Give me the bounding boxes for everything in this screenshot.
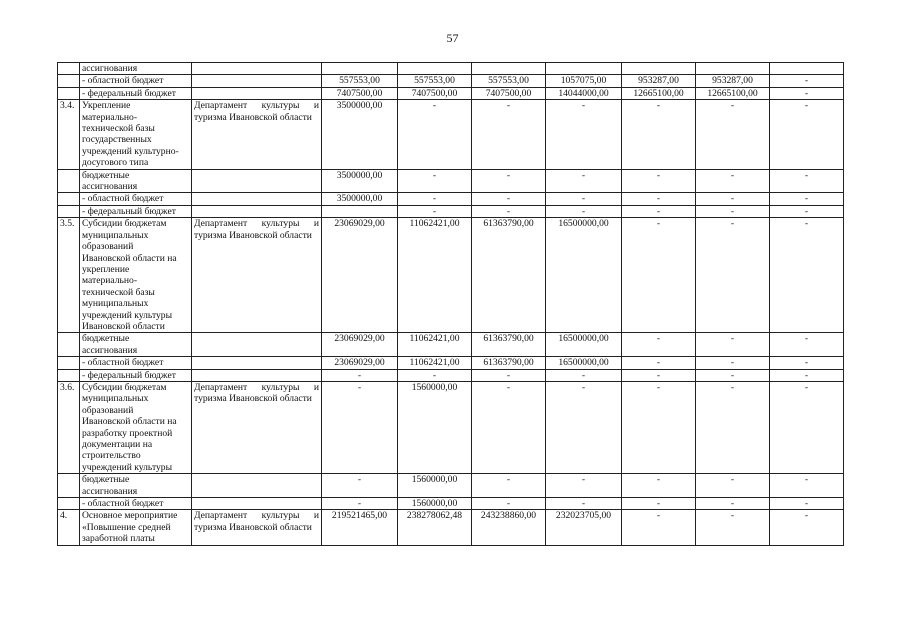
- amount-cell: -: [622, 381, 696, 473]
- table-row: [58, 75, 844, 87]
- table-row: [58, 218, 844, 333]
- amount-cell: 3500000,00: [322, 100, 398, 169]
- amount-cell: 219521465,00: [322, 510, 398, 545]
- amount-cell: 61363790,00: [472, 357, 546, 369]
- amount-cell: -: [770, 381, 844, 473]
- amount-cell: -: [472, 369, 546, 381]
- amount-cell: -: [546, 100, 622, 169]
- amount-cell: -: [472, 381, 546, 473]
- amount-cell: 23069029,00: [322, 333, 398, 357]
- row-executor-cell: Департамент культуры и туризма Ивановской области: [192, 381, 322, 473]
- amount-cell: -: [322, 498, 398, 510]
- page-number: 57: [446, 31, 459, 45]
- amount-cell: -: [770, 333, 844, 357]
- amount-cell: -: [770, 218, 844, 333]
- table-row: [58, 193, 844, 205]
- amount-cell: -: [322, 474, 398, 498]
- table-row: [58, 381, 844, 473]
- amount-cell: 3500000,00: [322, 193, 398, 205]
- amount-cell: -: [322, 369, 398, 381]
- amount-cell: 557553,00: [398, 75, 472, 87]
- amount-cell: -: [696, 381, 770, 473]
- row-name-cell: - федеральный бюджет: [80, 369, 192, 381]
- table-row: [58, 100, 844, 169]
- amount-cell: 11062421,00: [398, 333, 472, 357]
- amount-cell: [322, 205, 398, 217]
- row-executor-cell: [192, 75, 322, 87]
- row-name-cell: бюджетные ассигнования: [80, 333, 192, 357]
- amount-cell: -: [622, 474, 696, 498]
- row-executor-cell: [192, 474, 322, 498]
- amount-cell: -: [696, 510, 770, 545]
- row-index-cell: [58, 333, 80, 357]
- row-executor-cell: Департамент культуры и туризма Ивановской области: [192, 218, 322, 333]
- amount-cell: -: [770, 474, 844, 498]
- row-index-cell: 3.4.: [58, 100, 80, 169]
- amount-cell: 953287,00: [622, 75, 696, 87]
- amount-cell: 16500000,00: [546, 218, 622, 333]
- amount-cell: -: [696, 333, 770, 357]
- row-executor-cell: Департамент культуры и туризма Ивановской области: [192, 100, 322, 169]
- amount-cell: -: [546, 474, 622, 498]
- amount-cell: -: [398, 205, 472, 217]
- amount-cell: -: [472, 205, 546, 217]
- amount-cell: 1560000,00: [398, 381, 472, 473]
- amount-cell: -: [696, 498, 770, 510]
- row-executor-cell: [192, 357, 322, 369]
- row-index-cell: [58, 75, 80, 87]
- row-name-cell: Укрепление материально- технической базы государственных учреждений культурно- досугового типа: [80, 100, 192, 169]
- row-executor-cell: [192, 333, 322, 357]
- amount-cell: -: [770, 100, 844, 169]
- row-name-cell: - федеральный бюджет: [80, 205, 192, 217]
- row-index-cell: [58, 205, 80, 217]
- row-executor-cell: [192, 498, 322, 510]
- budget-table: [57, 62, 844, 546]
- amount-cell: 14044000,00: [546, 87, 622, 99]
- amount-cell: -: [546, 205, 622, 217]
- amount-cell: -: [472, 498, 546, 510]
- row-name-cell: - областной бюджет: [80, 498, 192, 510]
- amount-cell: -: [472, 169, 546, 193]
- amount-cell: 16500000,00: [546, 357, 622, 369]
- amount-cell: -: [546, 193, 622, 205]
- row-index-cell: 3.6.: [58, 381, 80, 473]
- row-index-cell: [58, 474, 80, 498]
- row-executor-cell: [192, 205, 322, 217]
- table-row: [58, 369, 844, 381]
- amount-cell: -: [622, 169, 696, 193]
- amount-cell: -: [322, 381, 398, 473]
- amount-cell: [770, 63, 844, 75]
- row-index-cell: [58, 498, 80, 510]
- row-index-cell: [58, 169, 80, 193]
- row-name-cell: бюджетные ассигнования: [80, 169, 192, 193]
- amount-cell: 3500000,00: [322, 169, 398, 193]
- amount-cell: [546, 63, 622, 75]
- table-row: [58, 510, 844, 545]
- amount-cell: 16500000,00: [546, 333, 622, 357]
- amount-cell: -: [546, 169, 622, 193]
- amount-cell: -: [696, 100, 770, 169]
- row-executor-cell: [192, 63, 322, 75]
- amount-cell: -: [770, 169, 844, 193]
- table-row: [58, 498, 844, 510]
- amount-cell: 61363790,00: [472, 333, 546, 357]
- amount-cell: -: [696, 205, 770, 217]
- amount-cell: -: [622, 333, 696, 357]
- amount-cell: 557553,00: [472, 75, 546, 87]
- row-name-cell: ассигнования: [80, 63, 192, 75]
- amount-cell: 243238860,00: [472, 510, 546, 545]
- amount-cell: 953287,00: [696, 75, 770, 87]
- row-name-cell: - областной бюджет: [80, 75, 192, 87]
- row-index-cell: [58, 357, 80, 369]
- row-executor-cell: [192, 369, 322, 381]
- amount-cell: -: [770, 369, 844, 381]
- amount-cell: -: [770, 75, 844, 87]
- table-row: [58, 333, 844, 357]
- amount-cell: [696, 63, 770, 75]
- amount-cell: -: [696, 357, 770, 369]
- amount-cell: 1057075,00: [546, 75, 622, 87]
- amount-cell: -: [398, 193, 472, 205]
- amount-cell: -: [472, 100, 546, 169]
- amount-cell: -: [770, 193, 844, 205]
- row-name-cell: Основное мероприятие «Повышение средней заработной платы: [80, 510, 192, 545]
- amount-cell: -: [770, 205, 844, 217]
- row-index-cell: [58, 369, 80, 381]
- amount-cell: 12665100,00: [696, 87, 770, 99]
- row-index-cell: [58, 193, 80, 205]
- amount-cell: -: [546, 369, 622, 381]
- amount-cell: 1560000,00: [398, 498, 472, 510]
- amount-cell: -: [770, 498, 844, 510]
- row-index-cell: 3.5.: [58, 218, 80, 333]
- amount-cell: -: [770, 510, 844, 545]
- amount-cell: 11062421,00: [398, 218, 472, 333]
- row-name-cell: Субсидии бюджетам муниципальных образований Ивановской области на укрепление материально- технической базы муниципальных учреждений культуры Ивановской области: [80, 218, 192, 333]
- amount-cell: 1560000,00: [398, 474, 472, 498]
- row-executor-cell: Департамент культуры и туризма Ивановской области: [192, 510, 322, 545]
- amount-cell: 23069029,00: [322, 218, 398, 333]
- amount-cell: -: [696, 369, 770, 381]
- amount-cell: -: [622, 357, 696, 369]
- amount-cell: 7407500,00: [322, 87, 398, 99]
- amount-cell: -: [696, 193, 770, 205]
- row-index-cell: 4.: [58, 510, 80, 545]
- amount-cell: -: [622, 100, 696, 169]
- amount-cell: 7407500,00: [472, 87, 546, 99]
- amount-cell: [622, 63, 696, 75]
- amount-cell: -: [472, 193, 546, 205]
- row-index-cell: [58, 63, 80, 75]
- amount-cell: 238278062,48: [398, 510, 472, 545]
- table-row: [58, 205, 844, 217]
- table-row: [58, 474, 844, 498]
- row-executor-cell: [192, 87, 322, 99]
- amount-cell: -: [770, 357, 844, 369]
- amount-cell: -: [770, 87, 844, 99]
- amount-cell: -: [622, 218, 696, 333]
- row-name-cell: - областной бюджет: [80, 193, 192, 205]
- row-name-cell: бюджетные ассигнования: [80, 474, 192, 498]
- table-row: [58, 63, 844, 75]
- amount-cell: 557553,00: [322, 75, 398, 87]
- amount-cell: -: [622, 193, 696, 205]
- amount-cell: -: [398, 369, 472, 381]
- amount-cell: 11062421,00: [398, 357, 472, 369]
- row-name-cell: Субсидии бюджетам муниципальных образований Ивановской области на разработку проектной документации на строительство учреждений культуры: [80, 381, 192, 473]
- amount-cell: -: [622, 498, 696, 510]
- amount-cell: 61363790,00: [472, 218, 546, 333]
- row-executor-cell: [192, 193, 322, 205]
- amount-cell: -: [696, 169, 770, 193]
- amount-cell: -: [696, 218, 770, 333]
- table-row: [58, 169, 844, 193]
- amount-cell: -: [622, 369, 696, 381]
- table-row: [58, 357, 844, 369]
- amount-cell: -: [696, 474, 770, 498]
- amount-cell: 12665100,00: [622, 87, 696, 99]
- row-executor-cell: [192, 169, 322, 193]
- row-index-cell: [58, 87, 80, 99]
- row-name-cell: - областной бюджет: [80, 357, 192, 369]
- amount-cell: -: [622, 205, 696, 217]
- row-name-cell: - федеральный бюджет: [80, 87, 192, 99]
- amount-cell: [322, 63, 398, 75]
- amount-cell: -: [546, 498, 622, 510]
- amount-cell: [398, 63, 472, 75]
- amount-cell: -: [398, 169, 472, 193]
- amount-cell: -: [398, 100, 472, 169]
- amount-cell: 23069029,00: [322, 357, 398, 369]
- table-row: [58, 87, 844, 99]
- amount-cell: -: [546, 381, 622, 473]
- amount-cell: -: [622, 510, 696, 545]
- amount-cell: 232023705,00: [546, 510, 622, 545]
- amount-cell: [472, 63, 546, 75]
- amount-cell: -: [472, 474, 546, 498]
- amount-cell: 7407500,00: [398, 87, 472, 99]
